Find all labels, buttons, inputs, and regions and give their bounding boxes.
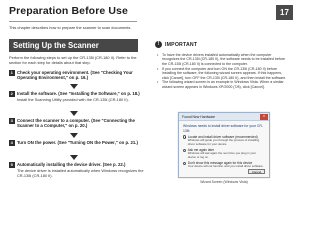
step-3	[9, 118, 144, 129]
step-number: 5	[10, 162, 13, 167]
step-number: 1	[10, 70, 13, 75]
step-text: Check your operating environment. (See "Checking Your Operating Environment," on p. 16.)	[17, 70, 133, 81]
wizard-titlebar	[179, 113, 269, 121]
wizard-screenshot	[178, 112, 270, 178]
option-label: Locate and install driver software (recommended)	[187, 135, 258, 139]
option-label: Ask me again later	[187, 148, 215, 153]
arrow-down-icon	[70, 133, 78, 138]
close-icon: x	[260, 114, 268, 120]
list-item: • If you connect the computer and turn ON the CR-135i (CR-180 II) before installing the software, the following wizard screen appears. If this happens, click [Cancel], turn OFF the CR-135i (CR-180 II), and then install the software.	[157, 67, 287, 80]
list-item: • To have the device drivers installed automatically when the computer recognizes the CR-135i (CR-180 II), the software needs to be installed before the CR-135i (CR-180 II) is connected to the computer.	[157, 53, 287, 66]
option-label: Don't show this message again for this device	[187, 161, 253, 166]
arrow-down-icon	[70, 155, 78, 160]
radio-icon	[183, 149, 186, 152]
step-detail: Install the Scanning Utility provided with the CR-135i (CR-180 II).	[17, 97, 129, 102]
list-item: • The following wizard screen is an example in Windows Vista. When a similar wizard screen appears in Windows XP/2000 (7/8), click [Cancel].	[157, 80, 287, 89]
wizard-body	[179, 121, 269, 172]
option-sub: Windows will guide you through the process of installing driver software for your device.	[187, 138, 260, 146]
step-5	[9, 162, 144, 178]
step-4	[9, 140, 144, 145]
arrow-down-icon	[70, 84, 78, 89]
step-detail: The device driver is installed automatically when Windows recognizes the CR-135i (CR-180 II).	[17, 168, 144, 178]
alert-icon: !	[155, 41, 162, 48]
cancel-button: Cancel	[248, 169, 265, 175]
step-text: Install the software. (See "Installing the Software," on p. 18.)	[17, 91, 140, 96]
intro-text: This chapter describes how to prepare the scanner to scan documents.	[9, 25, 132, 30]
step-number: 4	[10, 140, 13, 145]
option-sub: Windows will ask again the next time you plug in your device or log on.	[187, 151, 256, 159]
radio-icon	[183, 135, 186, 138]
important-list	[157, 53, 287, 90]
step-text: Automatically installing the device driver. (See p. 22.)	[17, 162, 126, 167]
section-header: Setting Up the Scanner	[9, 39, 138, 52]
step-2	[9, 91, 144, 102]
page-title: Preparation Before Use	[9, 5, 128, 17]
wizard-option-2	[183, 148, 265, 159]
radio-icon	[183, 162, 186, 165]
arrow-down-icon	[70, 111, 78, 116]
wizard-heading: Windows needs to install driver software for your CR-135i	[183, 124, 263, 133]
step-number: 2	[10, 91, 13, 96]
option-sub: Your device will not function until you install driver software.	[187, 164, 264, 169]
step-number: 3	[10, 118, 13, 123]
step-1	[9, 70, 144, 81]
wizard-buttons	[248, 169, 265, 175]
important-title: IMPORTANT	[165, 41, 198, 48]
wizard-title: Found New Hardware	[182, 115, 215, 119]
title-rule	[9, 21, 137, 22]
step-text: Turn ON the power. (See "Turning ON the Power," on p. 21.)	[17, 140, 138, 145]
page-number: 17	[276, 5, 293, 20]
wizard-caption: Wizard Screen (Windows Vista)	[200, 180, 248, 184]
section-lead: Perform the following steps to set up the CR-135i (CR-180 II). Refer to the section for each step for details about that step.	[9, 55, 137, 65]
step-text: Connect the scanner to a computer. (See "Connecting the Scanner to a Computer," on p. 20.)	[17, 118, 135, 129]
wizard-option-1	[183, 135, 265, 146]
